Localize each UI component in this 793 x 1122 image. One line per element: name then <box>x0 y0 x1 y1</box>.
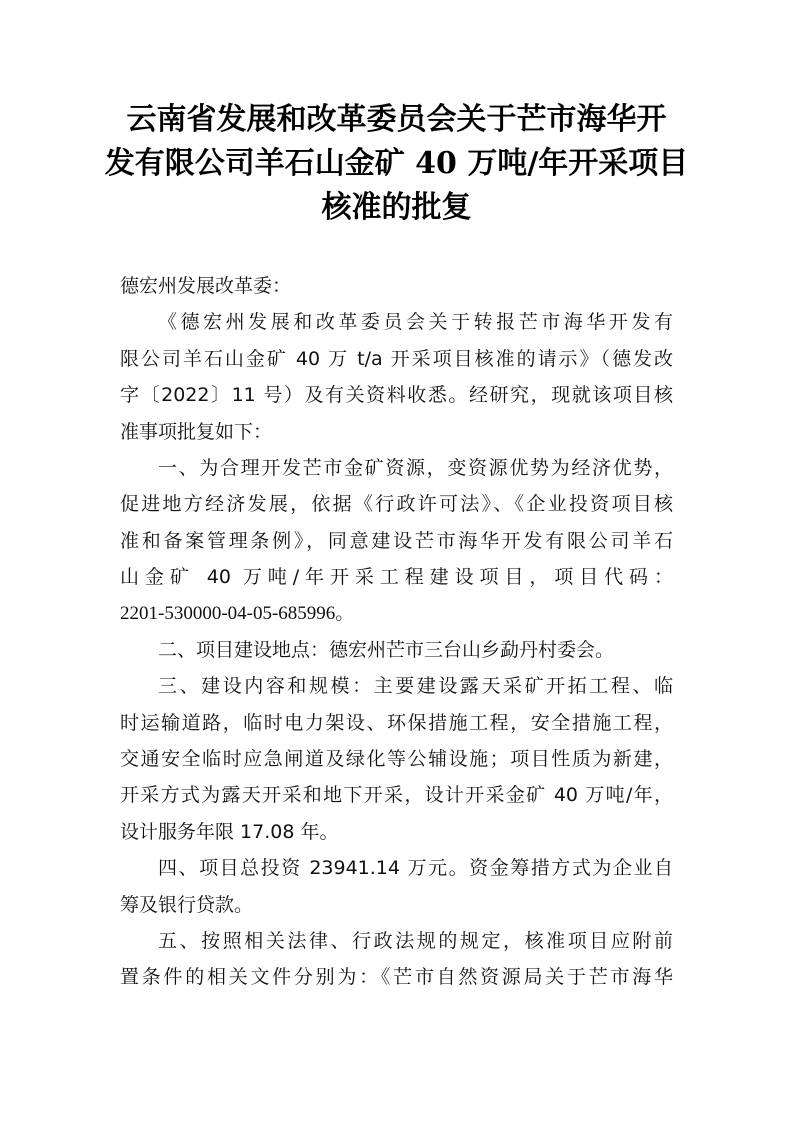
text-line: 四、项目总投资 23941.14 万元。资金筹措方式为企业自 <box>158 857 673 880</box>
text-line: 准事项批复如下： <box>120 420 273 443</box>
text-line: 三、建设内容和规模：主要建设露天采矿开拓工程、临 <box>158 675 673 698</box>
text-line: 字〔2022〕11 号）及有关资料收悉。经研究，现就该项目核 <box>120 384 673 407</box>
document-body <box>120 268 673 996</box>
text-line: 筹及银行贷款。 <box>120 893 254 916</box>
title-line: 核准的批复 <box>321 190 472 225</box>
text-line: 时运输道路，临时电力架设、环保措施工程，安全措施工程， <box>120 711 673 734</box>
text-line: 置条件的相关文件分别为：《芒市自然资源局关于芒市海华 <box>120 966 673 989</box>
text-line: 二、项目建设地点：德宏州芒市三台山乡勐丹村委会。 <box>158 638 615 661</box>
title-line: 云南省发展和改革委员会关于芒市海华开 <box>126 102 667 137</box>
text-line: 山金矿 40 万吨/年开采工程建设项目，项目代码： <box>120 566 673 589</box>
paragraph-item-1 <box>120 450 673 632</box>
paragraph-item-4 <box>120 850 673 923</box>
paragraph-intro <box>120 304 673 450</box>
text-line: 设计服务年限 17.08 年。 <box>120 820 339 843</box>
text-line: 限公司羊石山金矿 40 万 t/a 开采项目核准的请示》（德发改 <box>120 347 673 370</box>
project-code-line: 2201-530000-04-05-685996。 <box>120 602 355 624</box>
text-line: 一、为合理开发芒市金矿资源，变资源优势为经济优势， <box>158 456 673 479</box>
text-line: 准和备案管理条例》，同意建设芒市海华开发有限公司羊石 <box>120 529 673 552</box>
text-line: 开采方式为露天开采和地下开采，设计开采金矿 40 万吨/年， <box>120 784 673 807</box>
paragraph-item-2 <box>120 632 673 668</box>
text-line: 促进地方经济发展，依据《行政许可法》、《企业投资项目核 <box>120 493 673 516</box>
text-line: 交通安全临时应急闸道及绿化等公辅设施；项目性质为新建， <box>120 748 673 771</box>
text-line: 《德宏州发展和改革委员会关于转报芒市海华开发有 <box>158 311 673 334</box>
salutation: 德宏州发展改革委： <box>120 275 292 297</box>
text-line: 五、按照相关法律、行政法规的规定，核准项目应附前 <box>158 930 673 953</box>
paragraph-item-3 <box>120 668 673 850</box>
document-title <box>100 98 693 230</box>
title-line: 发有限公司羊石山金矿 40 万吨/年开采项目 <box>104 146 689 181</box>
paragraph-item-5 <box>120 923 673 996</box>
